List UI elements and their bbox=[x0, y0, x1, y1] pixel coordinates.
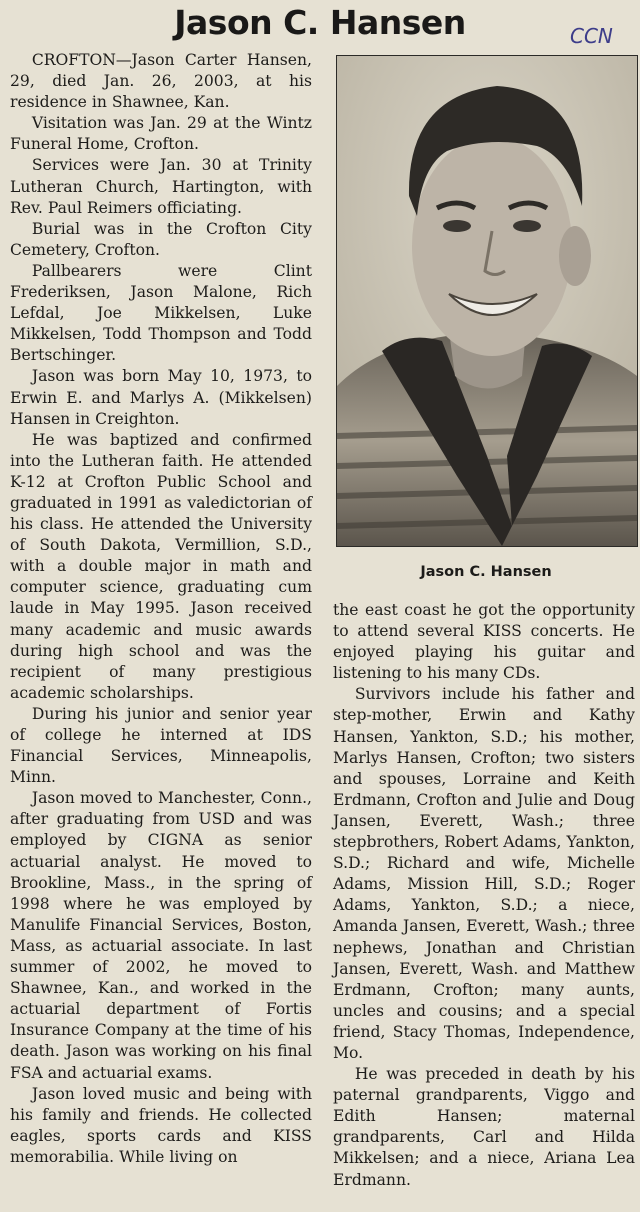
photo-caption: Jason C. Hansen bbox=[420, 564, 552, 580]
paragraph: Survivors include his father and step-mother, Erwin and Kathy Hansen, Yankton, S.D.; his mother, Marlys Hansen, Crofton; two sisters and spouses, Lorraine and Keith Erdmann, Crofton and Julie and Doug Jansen, Everett, Wash.; three stepbrothers, Robert Adams, Yankton, S.D.; Richard and wife, Michelle Adams, Mission Hill, S.D.; Roger Adams, Yankton, S.D.; a niece, Amanda Jansen, Everett, Wash.; three nephews, Jonathan and Christian Jansen, Everett, Wash. and Matthew Erdmann, Crofton; many aunts, uncles and cousins; and a special friend, Stacy Thomas, Independence, Mo. bbox=[333, 685, 635, 1062]
paragraph: He was baptized and confirmed into the Lutheran faith. He attended K-12 at Crofton Public School and graduated in 1991 as valedictorian of his class. He attended the University of South Dakota, Vermillion, S.D., with a double major in math and computer science, graduating cum laude in May 1995. Jason received many academic and music awards during high school and was the recipient of many prestigious academic scholarships. bbox=[10, 430, 312, 702]
paragraph: Burial was in the Crofton City Cemetery, Crofton. bbox=[10, 219, 312, 259]
paragraph: Visitation was Jan. 29 at the Wintz Funeral Home, Crofton. bbox=[10, 114, 312, 154]
paragraph: Jason was born May 10, 1973, to Erwin E. and Marlys A. (Mikkelsen) Hansen in Creighton. bbox=[10, 367, 312, 428]
obituary-column-left bbox=[10, 50, 312, 1168]
paragraph: Pallbearers were Clint Frederiksen, Jason Malone, Rich Lefdal, Joe Mikkelsen, Luke Mikkelsen, Todd Thompson and Todd Bertschinger. bbox=[10, 261, 312, 365]
portrait-image bbox=[337, 56, 637, 546]
portrait-photo bbox=[336, 55, 638, 547]
paragraph: Services were Jan. 30 at Trinity Lutheran Church, Hartington, with Rev. Paul Reimers officiating. bbox=[10, 156, 312, 217]
paragraph: He was preceded in death by his paternal grandparents, Viggo and Edith Hansen; maternal grandparents, Carl and Hilda Mikkelsen; and a niece, Ariana Lea Erdmann. bbox=[333, 1065, 635, 1189]
paragraph: Jason loved music and being with his family and friends. He collected eagles, sports cards and KISS memorabilia. While living on bbox=[10, 1084, 312, 1166]
paragraph: CROFTON—Jason Carter Hansen, 29, died Jan. 26, 2003, at his residence in Shawnee, Kan. bbox=[10, 51, 312, 112]
paragraph: During his junior and senior year of college he interned at IDS Financial Services, Minneapolis, Minn. bbox=[10, 704, 312, 787]
obituary-column-right bbox=[333, 600, 635, 1191]
paragraph: Jason moved to Manchester, Conn., after graduating from USD and was employed by CIGNA as senior actuarial analyst. He moved to Brookline, Mass., in the spring of 1998 where he was employed by Manulife Financial Services, Boston, Mass, as actuarial associate. In last summer of 2002, he moved to Shawnee, Kan., and worked in the actuarial department of Fortis Insurance Company at the time of his death. Jason was working on his final FSA and actuarial exams. bbox=[10, 789, 312, 1082]
headline: Jason C. Hansen bbox=[174, 3, 466, 42]
handwritten-note: CCN bbox=[570, 24, 613, 48]
paragraph: the east coast he got the opportunity to attend several KISS concerts. He enjoyed playing his guitar and listening to his many CDs. bbox=[333, 601, 635, 683]
